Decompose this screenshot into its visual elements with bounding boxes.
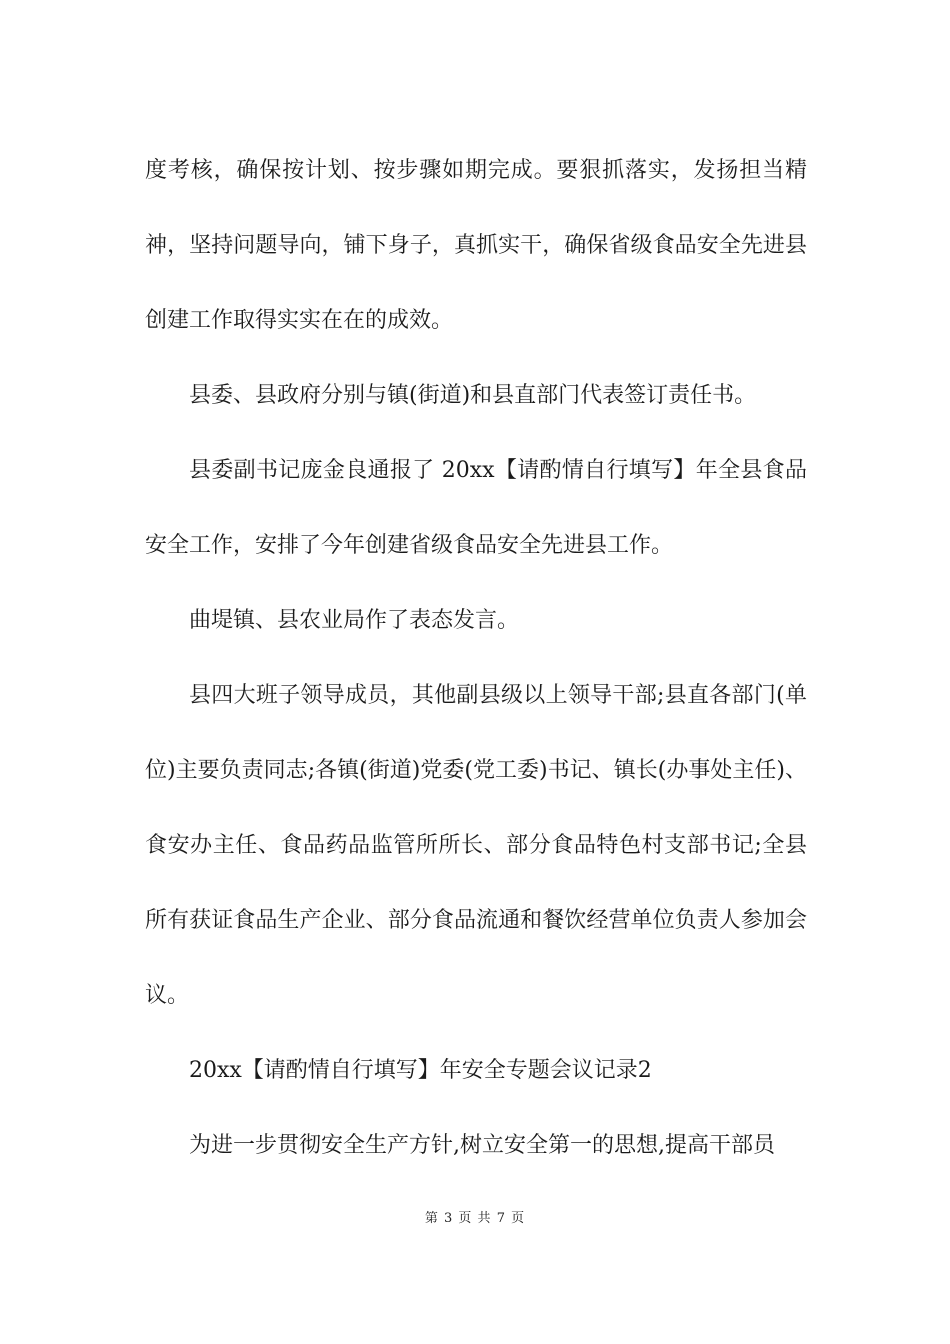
paragraph-1: 度考核，确保按计划、按步骤如期完成。要狠抓落实，发扬担当精神，坚持问题导向，铺下身子，真抓实干，确保省级食品安全先进县创建工作取得实实在在的成效。 (145, 158, 807, 333)
page-number-footer: 第 3 页 共 7 页 (424, 1211, 526, 1226)
paragraph-3: 县委副书记庞金良通报了 20xx【请酌情自行填写】年全县食品安全工作，安排了今年创建省级食品安全先进县工作。 (145, 458, 807, 558)
document-body (145, 133, 807, 1183)
paragraph-2: 县委、县政府分别与镇(街道)和县直部门代表签订责任书。 (189, 383, 757, 408)
paragraph-6: 为进一步贯彻安全生产方针,树立安全第一的思想,提高干部员 (189, 1133, 775, 1158)
paragraph-5: 县四大班子领导成员，其他副县级以上领导干部;县直各部门(单位)主要负责同志;各镇(街道)党委(党工委)书记、镇长(办事处主任)、食安办主任、食品药品监管所所长、部分食品特色村支部书记;全县所有获证食品生产企业、部分食品流通和餐饮经营单位负责人参加会议。 (145, 683, 807, 1008)
section-heading: 20xx【请酌情自行填写】年安全专题会议记录2 (189, 1058, 652, 1083)
paragraph-4: 曲堤镇、县农业局作了表态发言。 (189, 608, 520, 633)
